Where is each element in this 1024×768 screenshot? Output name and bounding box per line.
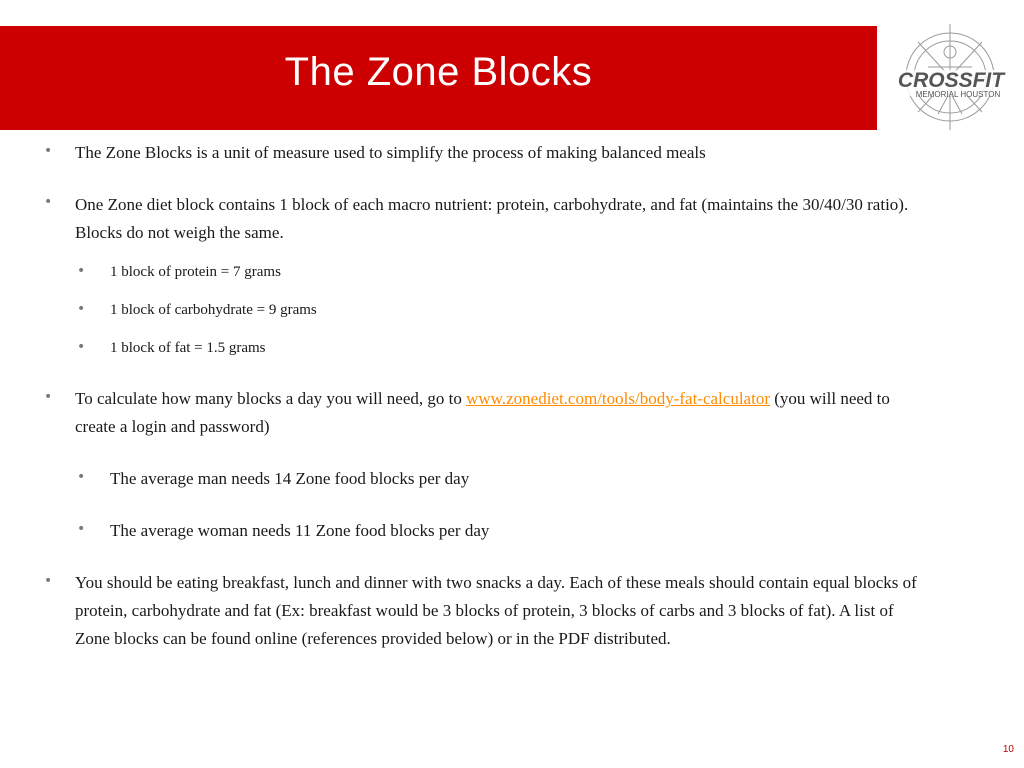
bullet-dot: • <box>44 143 53 159</box>
sub-bullet-dot: • <box>77 301 86 317</box>
bullet-block-contents: One Zone diet block contains 1 block of each macro nutrient: protein, carbohydrate, and fat (maintains the 30/40/30 ratio). Blocks do not weigh the same. <box>75 195 909 242</box>
crossfit-logo <box>878 22 1024 132</box>
sub-bullet-average-woman: The average woman needs 11 Zone food blocks per day <box>110 521 490 540</box>
calculate-text-pre: To calculate how many blocks a day you will need, go to <box>75 389 467 408</box>
calculate-text-post: (you will need to create a login and password) <box>75 389 890 436</box>
slide-title: The Zone Blocks <box>284 50 593 94</box>
sub-bullet-carbohydrate: 1 block of carbohydrate = 9 grams <box>110 302 317 318</box>
sub-bullet-average-man: The average man needs 14 Zone food blocks per day <box>110 469 470 488</box>
bullet-calculate-blocks <box>75 385 925 441</box>
sub-bullet-fat: 1 block of fat = 1.5 grams <box>110 340 266 356</box>
page-number: 10 <box>1002 744 1014 755</box>
sub-bullet-protein: 1 block of protein = 7 grams <box>110 264 281 280</box>
bullet-dot: • <box>44 573 53 589</box>
bullet-meal-schedule: You should be eating breakfast, lunch and dinner with two snacks a day. Each of these meals should contain equal blocks of protein, carbohydrate and fat (Ex: breakfast would be 3 blocks of protein, 3 blocks of carbs and 3 blocks of fat). A list of Zone blocks can be found online (references provided below) or in the PDF distributed. <box>75 573 917 648</box>
logo-brand-text: CROSSFIT <box>897 69 1005 92</box>
sub-bullet-dot: • <box>77 521 86 537</box>
bullet-dot: • <box>44 194 53 210</box>
sub-bullet-dot: • <box>77 263 86 279</box>
bullet-zone-blocks-definition: The Zone Blocks is a unit of measure used to simplify the process of making balanced meals <box>75 143 706 162</box>
sub-bullet-dot: • <box>77 469 86 485</box>
zonediet-calculator-link[interactable]: www.zonediet.com/tools/body-fat-calculator <box>466 389 770 408</box>
bullet-dot: • <box>44 389 53 405</box>
sub-bullet-dot: • <box>77 339 86 355</box>
logo-subtitle-text: MEMORIAL HOUSTON <box>915 90 1001 99</box>
